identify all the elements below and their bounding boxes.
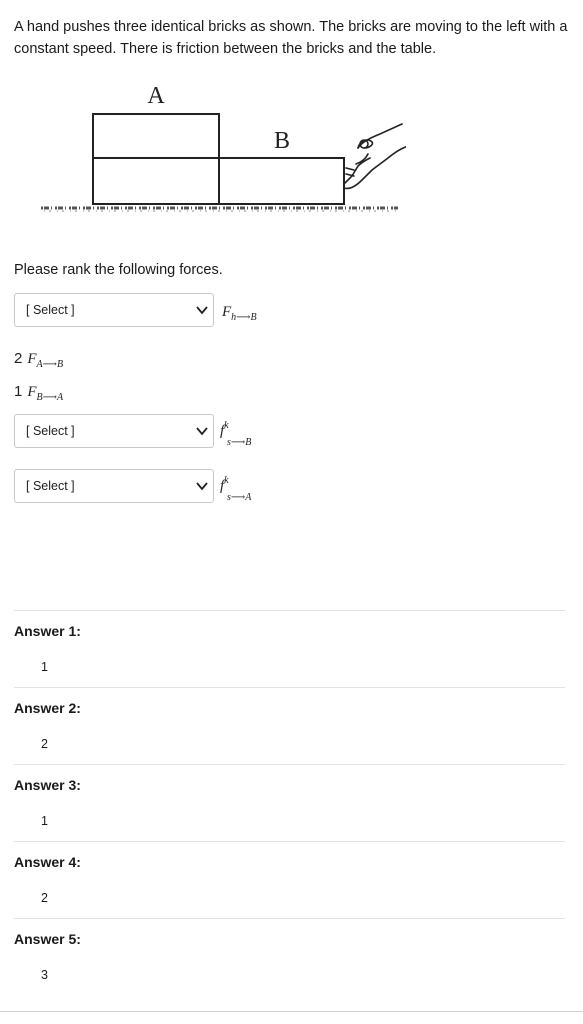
answer-title: Answer 2: <box>14 700 81 716</box>
answer-item <box>14 764 565 841</box>
hand-icon <box>344 124 406 189</box>
answer-title: Answer 4: <box>14 854 81 870</box>
force-superscript: k <box>224 475 229 486</box>
force-subscript: B⟶A <box>36 392 64 403</box>
force-subscript: A⟶B <box>36 359 64 370</box>
answer-item <box>14 610 565 687</box>
answer-value: 1 <box>41 814 48 828</box>
select-placeholder: [ Select ] <box>26 424 75 438</box>
bricks-diagram <box>36 78 406 228</box>
answer-title: Answer 3: <box>14 777 81 793</box>
answer-item <box>14 841 565 918</box>
force-symbol: f <box>220 478 225 494</box>
answer-title: Answer 1: <box>14 623 81 639</box>
chevron-down-icon <box>195 479 209 493</box>
answer-value: 1 <box>41 660 48 674</box>
answer-item <box>14 918 565 995</box>
answers-list <box>0 610 565 995</box>
brick-a <box>93 114 219 158</box>
force-superscript: k <box>224 420 229 431</box>
force-symbol: f <box>220 423 225 439</box>
force-label-friction-s-b <box>220 420 280 453</box>
question-text: A hand pushes three identical bricks as shown. The bricks are moving to the left with a constant speed. There is friction between the bricks and the table. <box>14 19 568 57</box>
force-label-friction-s-a <box>220 475 280 508</box>
answer-value: 2 <box>41 737 48 751</box>
answer-item <box>14 687 565 764</box>
force-subscript: s⟶B <box>227 437 252 448</box>
brick-b <box>219 158 344 204</box>
chevron-down-icon <box>195 424 209 438</box>
force-subscript: s⟶A <box>227 492 252 503</box>
rank-prompt: Please rank the following forces. <box>14 262 223 278</box>
rank-select-2[interactable] <box>14 414 214 448</box>
brick-a-label: A <box>147 83 165 109</box>
brick-bottom-left <box>93 158 219 204</box>
answer-title: Answer 5: <box>14 931 81 947</box>
rank-number: 2 <box>14 350 23 367</box>
rank-select-1[interactable] <box>14 293 214 327</box>
force-symbol: F <box>27 351 37 367</box>
force-label-h-b <box>222 304 257 321</box>
force-symbol: F <box>222 304 232 320</box>
rank-number: 1 <box>14 383 23 400</box>
bottom-divider <box>0 1011 583 1012</box>
force-symbol: F <box>27 384 37 400</box>
force-subscript: h⟶B <box>231 312 257 323</box>
ranked-item-b-a <box>14 383 63 401</box>
chevron-down-icon <box>195 303 209 317</box>
rank-select-3[interactable] <box>14 469 214 503</box>
brick-b-label: B <box>273 128 291 154</box>
answer-value: 2 <box>41 891 48 905</box>
answer-value: 3 <box>41 968 48 982</box>
select-placeholder: [ Select ] <box>26 479 75 493</box>
select-placeholder: [ Select ] <box>26 303 75 317</box>
ranked-item-a-b <box>14 350 63 368</box>
